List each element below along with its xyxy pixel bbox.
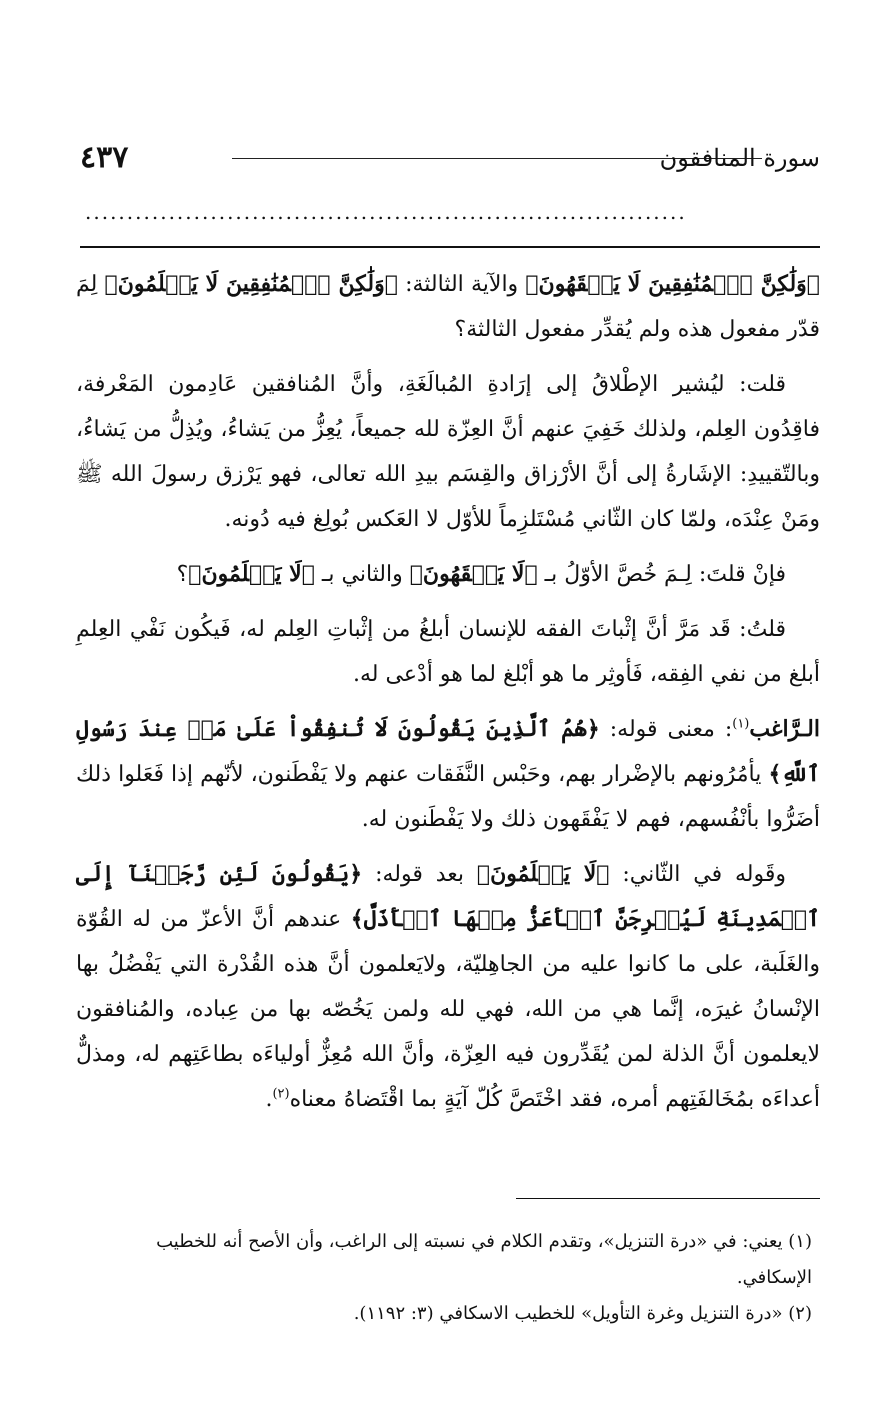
footnote-1: (١) يعني: في «درة التنزيل»، وتقدم الكلام في نسبته إلى الراغب، وأن الأصح أنه للخطيب الإسكافي. <box>156 1231 812 1288</box>
author-name: الـرَّاغب <box>749 716 820 742</box>
main-text <box>76 262 820 1132</box>
dotted-separator: ........................................................................ <box>85 202 687 222</box>
footnote-ref[interactable]: (٢) <box>272 1086 290 1102</box>
text-run: : معنى قوله: <box>599 717 733 742</box>
paragraph-1 <box>76 262 820 352</box>
quran-verse: ﴿وَلَٰكِنَّ ٱلۡمُنَٰفِقِينَ لَا يَفۡقَهُونَ﴾ <box>525 271 820 297</box>
paragraph-2: قلت: ليُشير الإطْلاقُ إلى إرَادةِ المُبالَغَةِ، وأنَّ المُنافقين عَادِمون المَعْرفة، فاقِدُون العِلم، ولذلك خَفِيَ عنهم أنَّ العِزّة لله جميعاً، يُعِزُّ من يَشاءُ، ويُذِلُّ من يَشاءُ، وبالتّقييدِ: الإشَارةُ إلى أنَّ الأرْزاق والقِسَم بيدِ الله تعالى، فهو يَرْزق رسولَ الله ﷺ ومَنْ عِنْدَه، ولمّا كان الثّاني مُسْتَلزِماً للأوّل لا العَكس بُولِغ فيه دُونه. <box>76 372 820 532</box>
footnote-ref[interactable]: (١) <box>732 716 750 732</box>
text-run: والآية الثالثة: <box>397 272 526 297</box>
text-run: ؟ <box>176 562 189 587</box>
footnote-2: (٢) «درة التنزيل وغرة التأويل» للخطيب الاسكافي (٣: ١١٩٢). <box>353 1303 812 1324</box>
paragraph-4: قلتُ: قَد مَرَّ أنَّ إثْباتَ الفقه للإنسان أبلغُ من إثْباتِ العِلم له، فَيكُون نَفْي العِلمِ أبلغ من نفي الفِقه، فَأوثِر ما هو أبْلغ لما هو أدْعى له. <box>76 617 820 687</box>
quran-verse: ﴿لَا يَعۡلَمُونَ﴾ <box>188 561 315 587</box>
footnote-rule <box>516 1198 820 1199</box>
text-run: وقَوله في الثّاني: <box>609 862 786 887</box>
text-run: فإنْ قلتَ: لِـمَ خُصَّ الأوّلُ بـ <box>537 562 786 587</box>
text-run: عندهم أنَّ الأعزّ من له القُوّة والغَلَبة، على ما كانوا عليه من الجاهِليّة، ولايَعلمون أنَّ هذه القُدْرة التي يَفْضُلُ بها الإنْسانُ غيرَه، إنَّما هي من الله، فهي لله ولمن يَخُصّه بها من عِباده، والمُنافقون لايعلمون أنَّ الذلة لمن يُقَدِّرون فيه العِزّة، وأنَّ الله مُعِزٌّ أولياءَه بطاعَتِهم له، ومذلٌّ أعداءَه بمُخَالفَتِهم أمره، فقد اخْتَصَّ كُلّ آيَةٍ بما اقْتَضاهُ معناه <box>76 907 820 1112</box>
footnotes <box>76 1224 820 1332</box>
paragraph-5 <box>76 707 820 842</box>
text-run: والثاني بـ <box>314 562 410 587</box>
paragraph-3 <box>76 552 820 597</box>
text-run: يأمُرُونهم بالإضْرار بهم، وحَبْس النَّفَقات عنهم ولا يَفْطَنون، لأنّهم إذا فَعَلوا ذلك أضَرُّوا بأنْفُسهم، فهم لا يَفْقَهون ذلك ولا يَفْطَنون له. <box>76 762 820 832</box>
text-run: بعد قوله: <box>362 862 477 887</box>
quran-verse: ﴿لَا يَعۡلَمُونَ﴾ <box>476 861 610 887</box>
quran-verse: ﴿لَا يَفۡقَهُونَ﴾ <box>409 561 538 587</box>
text-run: لِمَ قدّر مفعول هذه ولم يُقدِّر مفعول الثالثة؟ <box>76 272 820 342</box>
quran-verse: ﴿يَقُولُونَ لَئِن رَّجَعۡنَآ إِلَى ٱلۡمَدِينَةِ لَيُخۡرِجَنَّ ٱلۡأَعَزُّ مِنۡهَا ٱلۡأَذَلَّ﴾ <box>76 861 820 932</box>
text-run: . <box>265 1087 273 1112</box>
quran-verse: ﴿وَلَٰكِنَّ ٱلۡمُنَٰفِقِينَ لَا يَعۡلَمُونَ﴾ <box>104 271 398 297</box>
top-rule <box>80 246 820 248</box>
quran-verse: ﴿هُمُ ٱلَّذِينَ يَقُولُونَ لَا تُنفِقُواْ عَلَىٰ مَنۡ عِندَ رَسُولِ ٱللَّهِ﴾ <box>76 716 820 787</box>
surah-title: سورة المنافقون <box>659 144 820 172</box>
paragraph-6 <box>76 852 820 1122</box>
page-header <box>80 140 820 180</box>
page-number: ٤٣٧ <box>80 140 129 175</box>
